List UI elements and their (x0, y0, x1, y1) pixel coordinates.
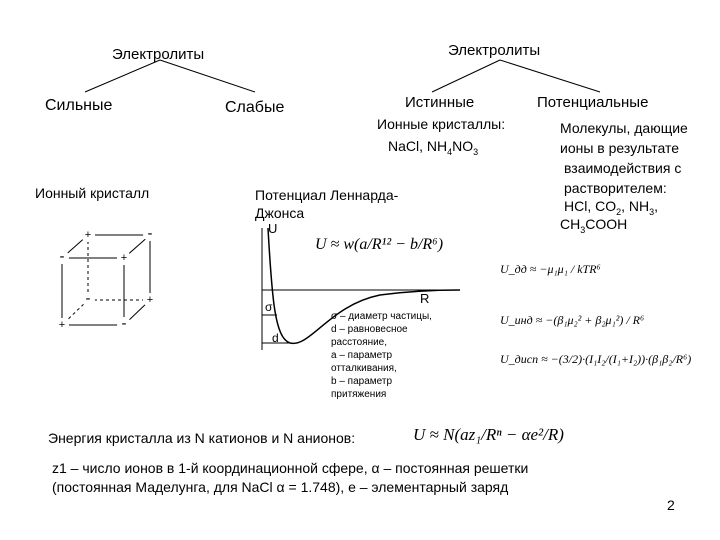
ion-minus-1: - (143, 227, 157, 241)
lj-d-label: d (272, 331, 279, 345)
tree-line-strong (85, 60, 160, 92)
lj-legend (331, 310, 432, 401)
tree-line-true (432, 60, 500, 92)
right-tree-true: Истинные (405, 94, 475, 111)
ion-plus-2: + (117, 251, 131, 265)
lj-title-2: Джонса (255, 205, 305, 221)
legend-line-2: d – равновесное (331, 324, 408, 335)
tree-line-weak (160, 60, 255, 92)
molecules-line-6: $CH_3COOH$ (560, 216, 628, 235)
lj-title-1: Потенциал Леннарда- (255, 187, 399, 203)
ion-plus-4: + (55, 318, 69, 332)
lj-sigma-label: σ (265, 300, 273, 314)
energy-formula: U ≈ N(az₁/Rⁿ − αe²/R) (413, 425, 564, 444)
ion-minus-2: - (55, 250, 69, 264)
note-line-1: z1 – число ионов в 1-й координационной сфере, α – постоянная решетки (52, 460, 529, 476)
left-tree-root: Электролиты (112, 46, 205, 63)
ion-plus-1: + (81, 228, 95, 242)
right-tree-root: Электролиты (448, 42, 541, 59)
lj-axis-r: R (420, 291, 430, 306)
tree-line-potential (500, 60, 600, 92)
right-tree-potential: Потенциальные (537, 94, 649, 111)
ionic-examples: NaCl, $NH_4NO_3$ (388, 138, 479, 157)
molecules-line-1: Молекулы, дающие (560, 120, 688, 136)
ion-minus-4: - (117, 317, 131, 331)
ion-plus-3: + (143, 293, 157, 307)
lj-formula: U ≈ w(a/R¹² − b/R⁶) (315, 236, 444, 253)
molecules-line-5: HCl, $CO_2$, $NH_3$, (564, 198, 659, 217)
molecules-line-3: взаимодействия с (564, 160, 682, 176)
formula-dipole: U_дд ≈ −μ₁μ₁ / kTR⁶ (500, 262, 601, 276)
legend-line-7: притяжения (331, 389, 387, 400)
formula-dispersion: U_дисп ≈ −(3/2)·(I₁I₂/(I₁+I₂))·(β₁β₂/R⁶) (500, 352, 692, 366)
crystal-cube (62, 235, 150, 325)
left-tree-weak: Слабые (225, 99, 285, 116)
page-number: 2 (667, 497, 675, 513)
crystal-title: Ионный кристалл (35, 185, 150, 201)
legend-line-3: расстояние, (331, 337, 388, 348)
legend-line-1: σ – диаметр частицы, (331, 311, 432, 322)
energy-label: Энергия кристалла из N катионов и N анионов: (48, 430, 356, 446)
formula-induction: U_инд ≈ −(β₁μ₂² + β₂μ₁²) / R⁶ (500, 313, 645, 327)
legend-line-4: a – параметр (331, 350, 393, 361)
molecules-line-4: растворителем: (564, 180, 667, 196)
molecules-line-2: ионы в результате (560, 140, 679, 156)
left-tree-strong: Сильные (45, 97, 113, 114)
legend-line-5: отталкивания, (331, 363, 397, 374)
lj-axis-u: U (268, 221, 278, 236)
note-line-2: (постоянная Маделунга, для NaCl α = 1.748), e – элементарный заряд (52, 479, 509, 495)
ion-minus-3: - (81, 292, 95, 306)
ionic-crystals-label: Ионные кристаллы: (377, 116, 506, 132)
legend-line-6: b – параметр (331, 376, 393, 387)
